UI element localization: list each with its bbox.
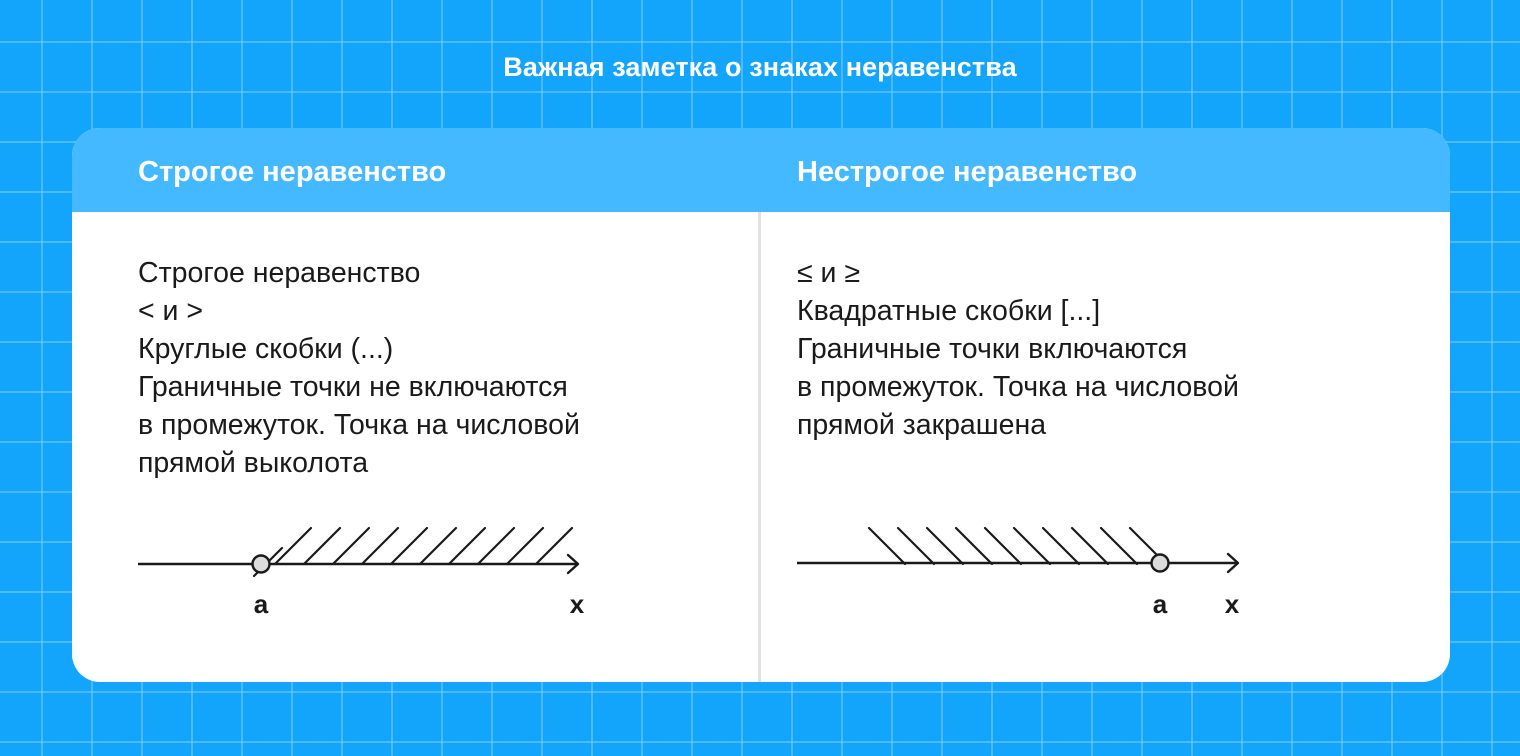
strict-line: Граничные точки не включаются <box>138 371 568 403</box>
nonstrict-line: в промежуток. Точка на числовой <box>797 371 1239 403</box>
point-label: a <box>1152 589 1168 619</box>
nonstrict-line: Квадратные скобки [...] <box>797 295 1101 327</box>
strict-number-line <box>132 516 602 626</box>
header-strict: Строгое неравенство <box>138 156 447 188</box>
hatch-mark <box>869 528 905 564</box>
strict-line: < и > <box>138 295 204 327</box>
nonstrict-description <box>797 254 1239 444</box>
nonstrict-line: ≤ и ≥ <box>797 257 861 289</box>
hatch-mark <box>304 528 340 564</box>
hatch-mark <box>420 528 456 564</box>
strict-line: в промежуток. Точка на числовой <box>138 409 580 441</box>
comparison-card <box>72 128 1450 682</box>
hatch-mark <box>507 528 543 564</box>
hatch-mark <box>1072 528 1108 564</box>
open-point <box>253 556 270 573</box>
page-title: Важная заметка о знаках неравенства <box>503 52 1017 82</box>
hatch-mark <box>362 528 398 564</box>
strict-line: прямой выколота <box>138 447 369 479</box>
nonstrict-hatching <box>869 528 1160 564</box>
nonstrict-number-line <box>791 516 1261 626</box>
hatch-mark <box>449 528 485 564</box>
header-nonstrict: Нестрогое неравенство <box>797 156 1138 188</box>
axis-label: x <box>1224 589 1240 619</box>
axis-label: x <box>569 589 585 619</box>
hatch-mark <box>1130 528 1160 558</box>
hatch-mark <box>1014 528 1050 564</box>
strict-hatching <box>254 528 572 576</box>
strict-line: Строгое неравенство <box>138 257 421 289</box>
card-header <box>72 128 1450 212</box>
strict-line: Круглые скобки (...) <box>138 333 394 365</box>
hatch-mark <box>536 528 572 564</box>
hatch-mark <box>985 528 1021 564</box>
strict-description <box>138 254 580 482</box>
hatch-mark <box>1043 528 1079 564</box>
nonstrict-line: Граничные точки включаются <box>797 333 1188 365</box>
nonstrict-line: прямой закрашена <box>797 409 1047 441</box>
hatch-mark <box>956 528 992 564</box>
hatch-mark <box>333 528 369 564</box>
hatch-mark <box>1101 528 1137 564</box>
column-divider <box>758 212 761 682</box>
hatch-mark <box>478 528 514 564</box>
hatch-mark <box>927 528 963 564</box>
point-label: a <box>253 589 269 619</box>
closed-point <box>1152 555 1169 572</box>
hatch-mark <box>275 528 311 564</box>
hatch-mark <box>898 528 934 564</box>
hatch-mark <box>391 528 427 564</box>
